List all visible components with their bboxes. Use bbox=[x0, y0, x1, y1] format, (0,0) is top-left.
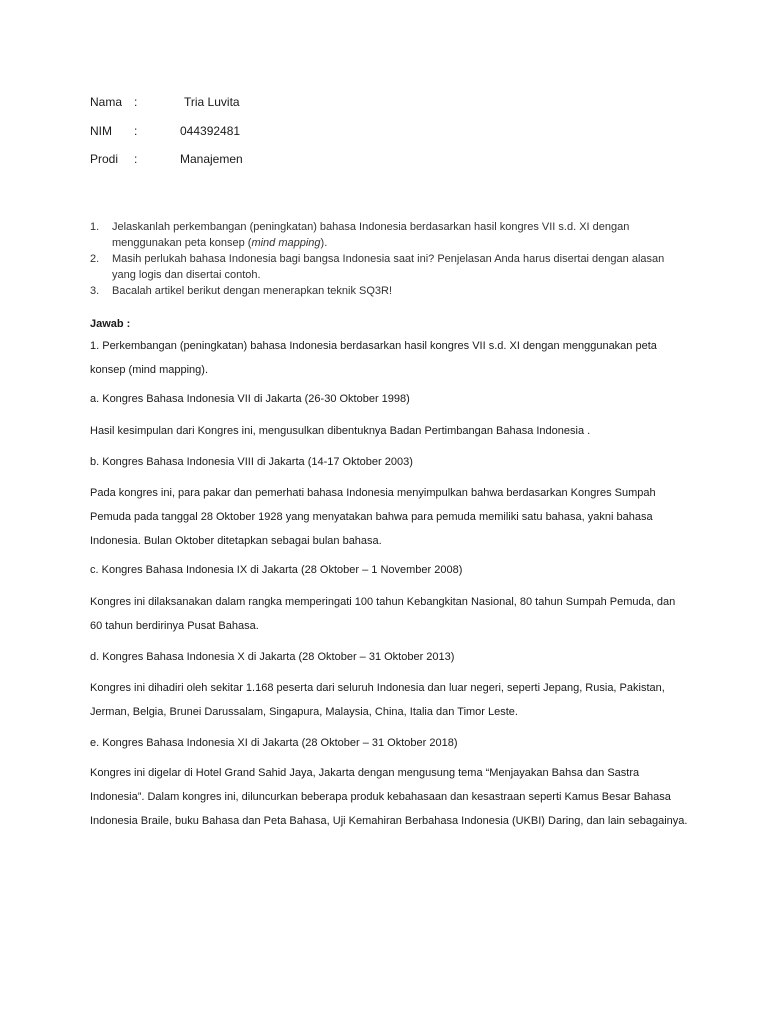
question-text: Jelaskanlah perkembangan (peningkatan) bahasa Indonesia berdasarkan hasil kongres VII s.d. XI dengan menggunakan peta konsep ( bbox=[112, 221, 630, 249]
kongres-c-heading: c. Kongres Bahasa Indonesia IX di Jakarta (28 Oktober – 1 November 2008) bbox=[90, 564, 463, 576]
nim-value: 044392481 bbox=[180, 124, 241, 138]
kongres-c-text: Kongres ini dilaksanakan dalam rangka memperingati 100 tahun Kebangkitan Nasional, 80 tahun Sumpah Pemuda, dan 60 tahun berdirinya Pusat Bahasa. bbox=[90, 596, 676, 632]
question-number: 2. bbox=[90, 253, 100, 265]
question-text: Bacalah artikel berikut dengan menerapkan teknik SQ3R! bbox=[112, 285, 393, 297]
nim-label: NIM bbox=[90, 124, 112, 138]
question-item bbox=[90, 251, 680, 283]
prodi-colon: : bbox=[134, 152, 138, 166]
jawab-label: Jawab : bbox=[90, 318, 131, 330]
kongres-b-heading: b. Kongres Bahasa Indonesia VIII di Jakarta (14-17 Oktober 2003) bbox=[90, 456, 413, 468]
question-number: 3. bbox=[90, 285, 100, 297]
nama-value: Tria Luvita bbox=[184, 95, 240, 109]
question-text: Masih perlukah bahasa Indonesia bagi bangsa Indonesia saat ini? Penjelasan Anda harus disertai dengan alasan yang logis dan disertai contoh. bbox=[112, 253, 665, 281]
kongres-a-text: Hasil kesimpulan dari Kongres ini, mengusulkan dibentuknya Badan Pertimbangan Bahasa Indonesia . bbox=[90, 425, 591, 437]
question-number: 1. bbox=[90, 221, 100, 233]
kongres-a-heading: a. Kongres Bahasa Indonesia VII di Jakarta (26-30 Oktober 1998) bbox=[90, 393, 410, 405]
prodi-label: Prodi bbox=[90, 152, 119, 166]
kongres-b-text: Pada kongres ini, para pakar dan pemerhati bahasa Indonesia menyimpulkan bahwa berdasarkan Kongres Sumpah Pemuda pada tanggal 28 Oktober 1928 yang menyatakan bahwa para pemuda memiliki satu bahasa, yakni bahasa Indonesia. Bulan Oktober ditetapkan sebagai bulan bahasa. bbox=[90, 487, 656, 547]
question-item bbox=[90, 219, 680, 251]
prodi-value: Manajemen bbox=[180, 152, 243, 166]
question-item bbox=[90, 283, 680, 299]
kongres-e-text: Kongres ini digelar di Hotel Grand Sahid Jaya, Jakarta dengan mengusung tema “Menjayakan Bahsa dan Sastra Indonesia”. Dalam kongres ini, diluncurkan beberapa produk kebahasaan dan kesastraan seperti Kamus Besar Bahasa Indonesia Braile, buku Bahasa dan Peta Bahasa, Uji Kemahiran Berbahasa Indonesia (UKBI) Daring, dan lain sebagainya. bbox=[90, 767, 688, 827]
kongres-d-heading: d. Kongres Bahasa Indonesia X di Jakarta (28 Oktober – 31 Oktober 2013) bbox=[90, 651, 455, 663]
question-text-end: ). bbox=[320, 237, 328, 249]
kongres-e-heading: e. Kongres Bahasa Indonesia XI di Jakarta (28 Oktober – 31 Oktober 2018) bbox=[90, 737, 458, 749]
nama-colon: : bbox=[134, 95, 138, 109]
nama-label: Nama bbox=[90, 95, 123, 109]
question-list bbox=[90, 219, 680, 299]
nim-colon: : bbox=[134, 124, 138, 138]
question-italic-text: mind mapping bbox=[251, 237, 321, 249]
kongres-d-text: Kongres ini dihadiri oleh sekitar 1.168 peserta dari seluruh Indonesia dan luar negeri, seperti Jepang, Rusia, Pakistan, Jerman, Belgia, Brunei Darussalam, Singapura, Malaysia, China, Italia dan Timor Leste. bbox=[90, 682, 665, 718]
answer-intro: 1. Perkembangan (peningkatan) bahasa Indonesia berdasarkan hasil kongres VII s.d. XI dengan menggunakan peta konsep (mind mapping). bbox=[90, 340, 657, 376]
